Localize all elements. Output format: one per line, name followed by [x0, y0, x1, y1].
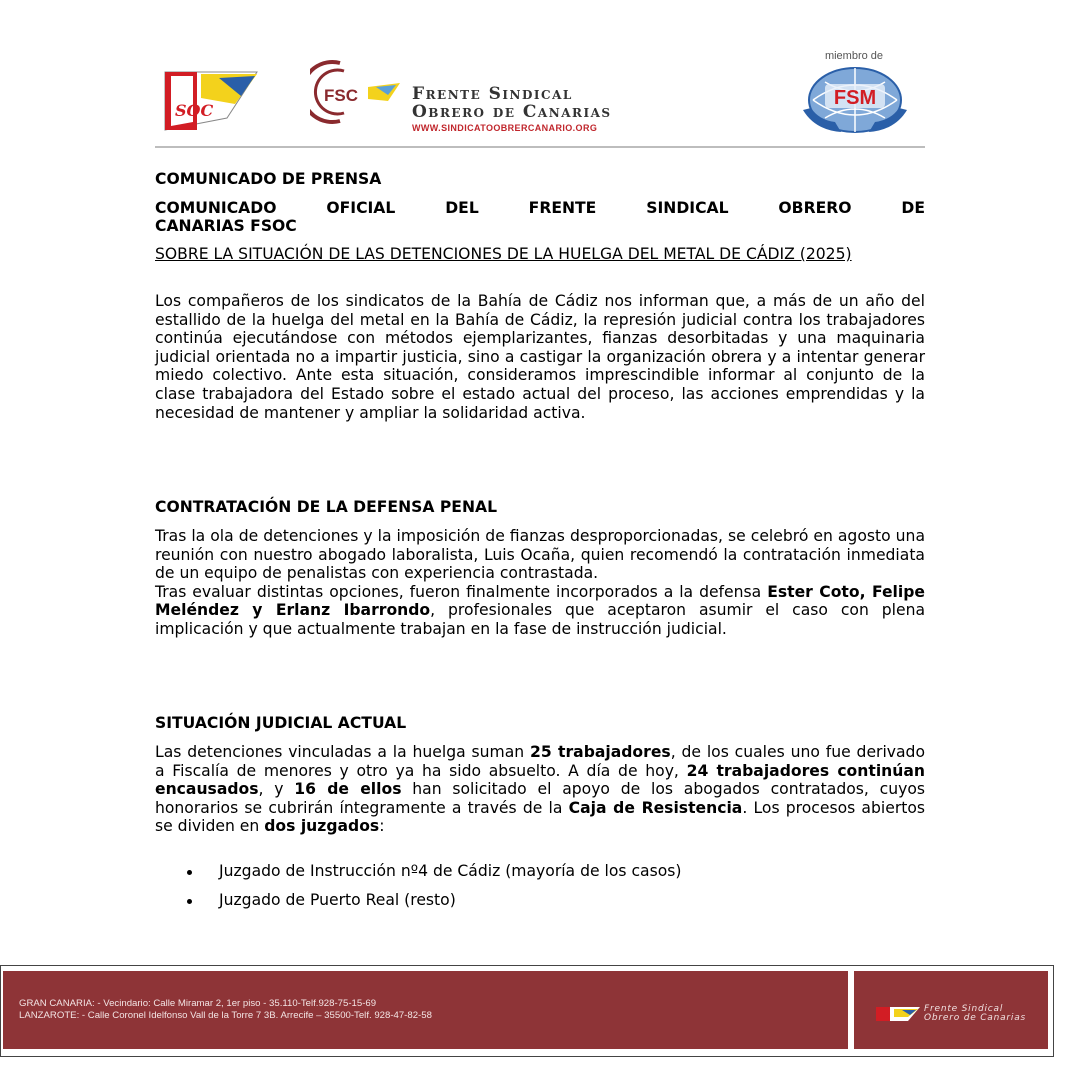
defense-paragraph-1: Tras la ola de detenciones y la imposición de fianzas desproporcionadas, se celebró en agosto una reunión con nuestro abogado laboralista, Luis Ocaña, quien recomendó la contratación inmediata de un equipo de penalistas con experiencia contrastada.: [155, 527, 925, 583]
press-release-heading: COMUNICADO DE PRENSA: [155, 170, 382, 188]
defense-section: [155, 527, 925, 639]
judicial-text-f: . Los procesos abiertos se dividen en: [155, 798, 926, 836]
footer-fsoc-logo: [874, 1003, 922, 1023]
official-heading-line1: COMUNICADO OFICIAL DEL FRENTE SINDICAL OBRERO DE: [155, 199, 925, 217]
org-name-line2: Obrero de Canarias: [412, 102, 612, 122]
defense-section-heading: CONTRATACIÓN DE LA DEFENSA PENAL: [155, 498, 498, 516]
document-subtitle: SOBRE LA SITUACIÓN DE LAS DETENCIONES DE LA HUELGA DEL METAL DE CÁDIZ (2025): [155, 245, 852, 263]
defense-lawyers: Ester Coto, Felipe Meléndez y Erlanz Ibarrondo: [155, 582, 925, 620]
fsm-logo-text: FSM: [833, 87, 877, 109]
org-website: WWW.SINDICATOOBRERCANARIO.ORG: [412, 123, 598, 133]
footer-brand-line2: Obrero de Canarias: [924, 1013, 1027, 1023]
org-name-block: [412, 85, 712, 133]
soc-logo-text: SOC: [175, 101, 214, 120]
judicial-paragraph: [155, 743, 925, 836]
judicial-bold-25: 25 trabajadores: [530, 743, 671, 761]
page-footer: [0, 965, 1054, 1057]
footer-brand-line1: Frente Sindical: [924, 1004, 1004, 1014]
footer-address-band: [3, 971, 848, 1049]
official-heading-line2: CANARIAS FSOC: [155, 217, 297, 235]
judicial-text-d: , y: [258, 780, 295, 799]
intro-paragraph: Los compañeros de los sindicatos de la Bahía de Cádiz nos informan que, a más de un año del estallido de la huelga del metal en la Bahía de Cádiz, la represión judicial contra los trabajadores continúa ejecutándose con métodos ejemplarizantes, fianzas desorbitadas y una maquinaria judicial orientada no a impartir justicia, sino a castigar la organización obrera y a intentar generar miedo colectivo. Ante esta situación, consideramos imprescindible informar al conjunto de la clase trabajadora del Estado sobre el estado actual del proceso, las acciones emprendidas y la necesidad de mantener y ampliar la solidaridad activa.: [155, 292, 925, 422]
address-gran-canaria: GRAN CANARIA: - Vecindario: Calle Miramar 2, 1er piso - 35.110-Telf.928-75-15-69: [19, 998, 377, 1009]
judicial-bold-juzgados: dos juzgados: [264, 817, 380, 836]
judicial-text-a: Las detenciones vinculadas a la huelga suman: [155, 743, 531, 761]
address-lanzarote: LANZAROTE: - Calle Coronel Idelfonso Vall de la Torre 7 3B. Arrecife – 35500-Telf. 928-47-82-58: [19, 1009, 432, 1021]
fsc-logo-text: FSC: [324, 86, 358, 105]
judicial-bold-16: 16 de ellos: [294, 780, 402, 799]
courts-list: [185, 862, 925, 919]
footer-addresses: [19, 998, 432, 1021]
judicial-bold-24: 24 trabajadores continúan encausados: [155, 761, 925, 799]
official-statement-heading: [155, 199, 925, 235]
judicial-text-e: han solicitado el apoyo de los abogados contratados, cuyos honorarios se cubrirán íntegramente a través de la: [155, 780, 925, 817]
court-cadiz: Juzgado de Instrucción nº4 de Cádiz (mayoría de los casos): [219, 862, 682, 880]
fsm-logo: [785, 60, 925, 136]
defense-text-a: Tras evaluar distintas opciones, fueron finalmente incorporados a la defensa: [155, 582, 768, 601]
soc-logo: [157, 66, 259, 132]
bullet-icon: [187, 899, 192, 904]
bullet-icon: [187, 870, 192, 875]
fsm-member-label: miembro de: [824, 50, 884, 62]
judicial-text-g: :: [379, 817, 385, 836]
court-puerto-real: Juzgado de Puerto Real (resto): [219, 890, 456, 909]
defense-paragraph-2: [155, 583, 925, 639]
defense-text-b: , profesionales que aceptaron asumir el caso con plena implicación y que actualmente trabajan en la fase de instrucción judicial.: [155, 601, 926, 638]
header-divider: [155, 146, 925, 148]
fsc-logo: [310, 57, 402, 127]
judicial-text-c: , de los cuales uno fue derivado a Fiscalía de menores y otro ya ha sido absuelto. A día de hoy,: [155, 743, 926, 780]
list-item: [185, 862, 925, 881]
footer-brand-text: [924, 1005, 1026, 1023]
judicial-section-heading: SITUACIÓN JUDICIAL ACTUAL: [155, 714, 407, 732]
judicial-bold-caja: Caja de Resistencia: [568, 798, 743, 817]
footer-logo-band: [854, 971, 1048, 1049]
org-name-line1: Frente Sindical: [412, 84, 573, 104]
list-item: [185, 891, 925, 910]
